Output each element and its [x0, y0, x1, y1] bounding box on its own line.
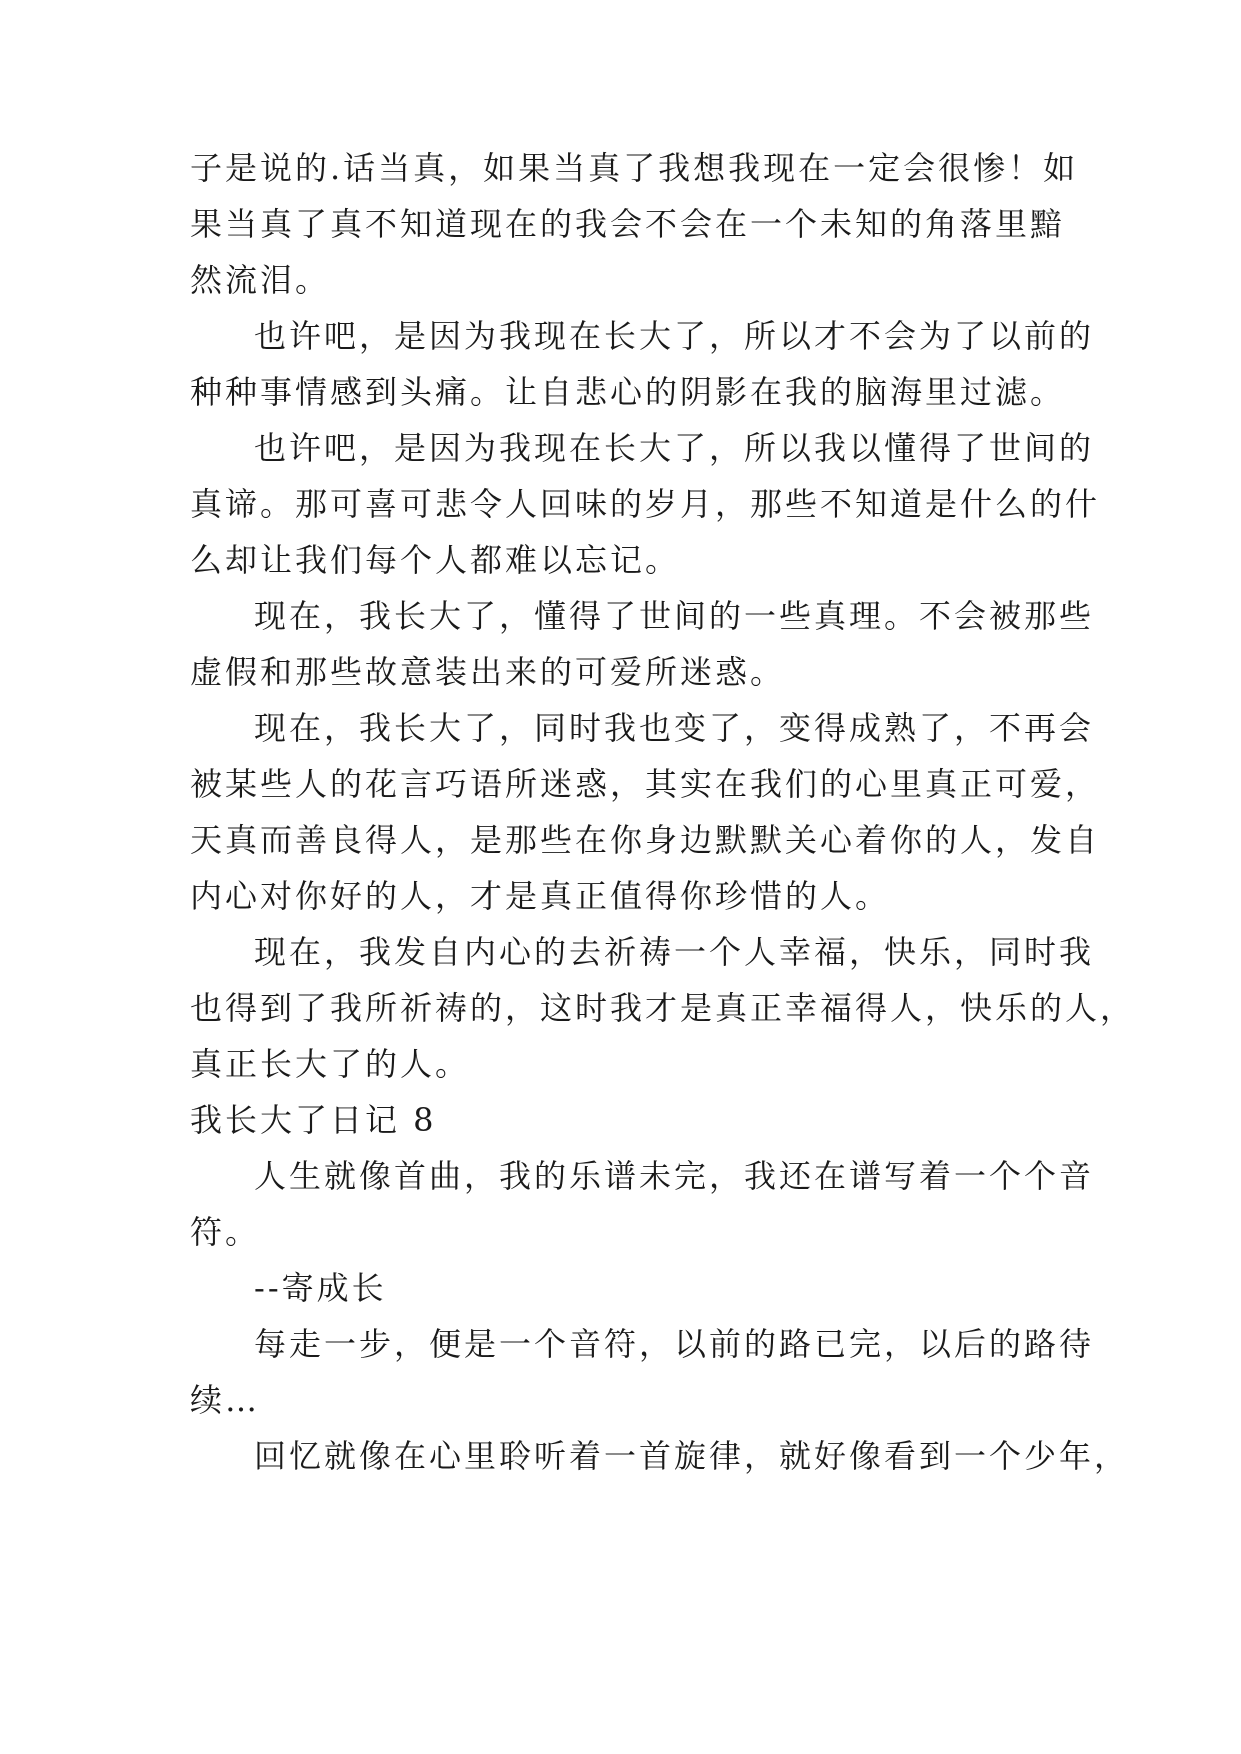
text-line: 子是说的.话当真，如果当真了我想我现在一定会很惨！如 — [190, 149, 1079, 187]
text-line: 然流泪。 — [190, 261, 331, 299]
text-line: 现在，我发自内心的去祈祷一个人幸福，快乐，同时我 — [254, 933, 1095, 971]
text-line: 现在，我长大了，懂得了世间的一些真理。不会被那些 — [254, 597, 1095, 635]
text-line: 回忆就像在心里聆听着一首旋律，就好像看到一个少年， — [254, 1437, 1130, 1475]
text-line: 么却让我们每个人都难以忘记。 — [190, 541, 681, 579]
text-line: 果当真了真不知道现在的我会不会在一个未知的角落里黯 — [190, 205, 1066, 243]
text-line: 人生就像首曲，我的乐谱未完，我还在谱写着一个个音 — [254, 1157, 1095, 1195]
text-line: 符。 — [190, 1213, 261, 1251]
text-line: 也许吧，是因为我现在长大了，所以我以懂得了世间的 — [254, 429, 1095, 467]
text-line: 每走一步，便是一个音符，以前的路已完，以后的路待 — [254, 1325, 1095, 1363]
text-line: 续… — [190, 1381, 261, 1419]
text-line: 真谛。那可喜可悲令人回味的岁月，那些不知道是什么的什 — [190, 485, 1101, 523]
text-line: 被某些人的花言巧语所迷惑，其实在我们的心里真正可爱， — [190, 765, 1101, 803]
text-line: 种种事情感到头痛。让自悲心的阴影在我的脑海里过滤。 — [190, 373, 1066, 411]
text-line: 也许吧，是因为我现在长大了，所以才不会为了以前的 — [254, 317, 1095, 355]
section-heading: 我长大了日记 8 — [190, 1101, 437, 1139]
text-line: 现在，我长大了，同时我也变了，变得成熟了，不再会 — [254, 709, 1095, 747]
text-line: 内心对你好的人，才是真正值得你珍惜的人。 — [190, 877, 891, 915]
text-line: 天真而善良得人，是那些在你身边默默关心着你的人，发自 — [190, 821, 1101, 859]
text-line: 虚假和那些故意装出来的可爱所迷惑。 — [190, 653, 786, 691]
text-line: --寄成长 — [254, 1269, 387, 1307]
text-line: 也得到了我所祈祷的，这时我才是真正幸福得人，快乐的人， — [190, 989, 1136, 1027]
text-line: 真正长大了的人。 — [190, 1045, 471, 1083]
